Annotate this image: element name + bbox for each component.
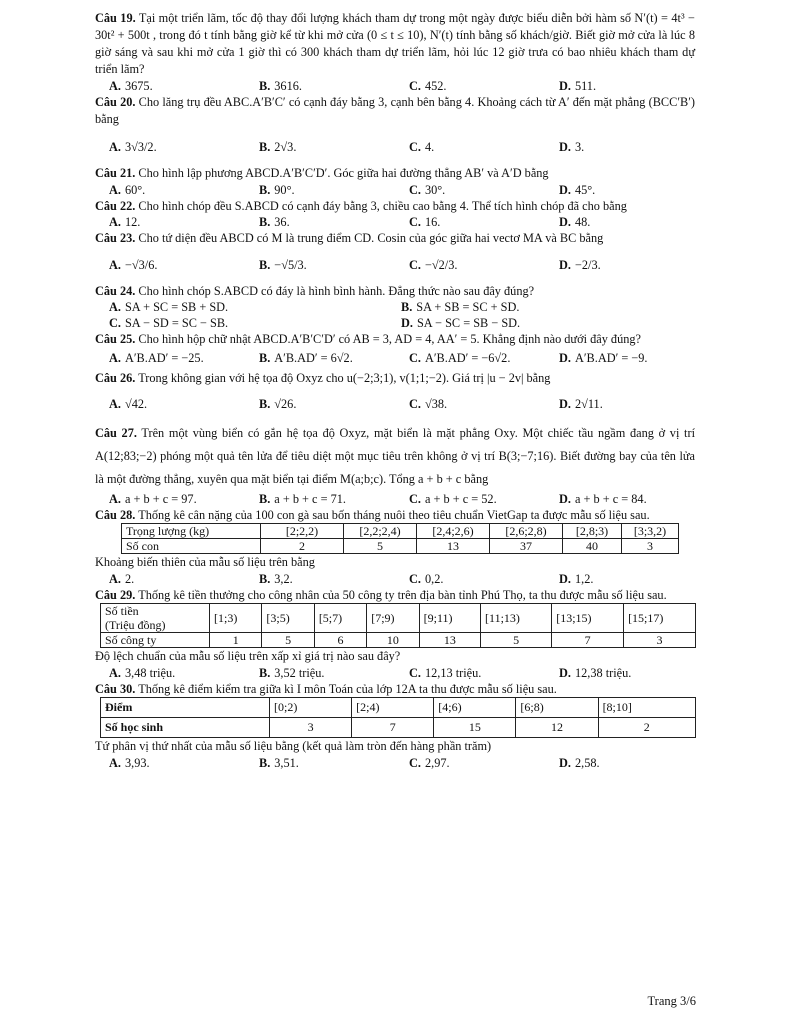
question-24: Câu 24. Cho hình chóp S.ABCD có đáy là hình bình hành. Đẳng thức nào sau đây đúng? xyxy=(95,283,535,298)
question-29: Câu 29. Thống kê tiền thưởng cho công nhân của 50 công ty trên địa bàn tỉnh Phú Thọ, ta thu được mẫu số liệu sau. xyxy=(95,587,667,602)
options-21: A. 60°. B. 90°. C. 30°. D. 45°. xyxy=(109,182,596,197)
question-23: Câu 23. Cho tứ diện đều ABCD có M là trung điểm CD. Cosin của góc giữa hai vectơ MA và BC bằng xyxy=(95,231,604,245)
options-24-row2: C. SA − SD = SC − SB. D. SA − SC = SB − SD. xyxy=(109,316,521,330)
options-23: A. −√3/6. B. −√5/3. C. −√2/3. D. −2/3. xyxy=(109,257,601,272)
options-26: A. √42. B. √26. C. √38. D. 2√11. xyxy=(109,396,603,411)
table-row: Điểm [0;2) [2;4) [4;6) [6;8) [8;10] xyxy=(101,698,696,718)
question-19: Câu 19. Tại một triển lãm, tốc độ thay đổi lượng khách tham dự trong một ngày được biểu diễn bởi hàm số N′(t) = 4t³ − 30t² + 500t , trong đó t tính bằng giờ kể từ khi mở cửa (0 ≤ t ≤ 10), N′(t) tính bằng số khách/giờ. Biết giờ mở cửa là lúc 8 giờ sáng và sau khi mở cửa 1 giờ thì có 300 khách tham dự triển lãm, hỏi lúc 12 giờ trưa có bao nhiêu khách tham dự triển lãm? xyxy=(95,11,695,76)
table-row: Số con 2 5 13 37 40 3 xyxy=(122,539,679,554)
options-29: A. 3,48 triệu. B. 3,52 triệu. C. 12,13 triệu. D. 12,38 triệu. xyxy=(109,665,632,680)
options-27: A. a + b + c = 97. B. a + b + c = 71. C. a + b + c = 52. D. a + b + c = 84. xyxy=(109,491,647,506)
options-20: A. 3√3/2. B. 2√3. C. 4. D. 3. xyxy=(109,140,585,154)
question-30: Câu 30. Thống kê điểm kiểm tra giữa kì I môn Toán của lớp 12A ta thu được mẫu số liệu sau. xyxy=(95,681,557,696)
options-28: A. 2. B. 3,2. C. 0,2. D. 1,2. xyxy=(109,571,594,586)
question-21: Câu 21. Cho hình lập phương ABCD.A′B′C′D′. Góc giữa hai đường thẳng AB′ và A′D bằng xyxy=(95,166,549,180)
table-row: Trọng lượng (kg) [2;2,2) [2,2;2,4) [2,4;2,6) [2,6;2,8) [2,8;3) [3;3,2) xyxy=(122,524,679,539)
options-24-row1: A. SA + SC = SB + SD. B. SA + SB = SC + SD. xyxy=(109,300,520,314)
table-row: Số tiền (Triệu đồng) [1;3) [3;5) [5;7) [7;9) [9;11) [11;13) [13;15) [15;17) xyxy=(101,604,696,633)
options-25: A. A′B.AD′ = −25. B. A′B.AD′ = 6√2. C. A′B.AD′ = −6√2. D. A′B.AD′ = −9. xyxy=(109,350,648,365)
table-28 xyxy=(121,523,679,554)
question-25: Câu 25. Cho hình hộp chữ nhật ABCD.A′B′C′D′ có AB = 3, AD = 4, AA′ = 5. Khẳng định nào dưới đây đúng? xyxy=(95,332,641,346)
question-28: Câu 28. Thống kê cân nặng của 100 con gà sau bốn tháng nuôi theo tiêu chuẩn VietGap ta được mẫu số liệu sau. xyxy=(95,507,650,522)
question-20: Câu 20. Cho lăng trụ đều ABC.A′B′C′ có cạnh đáy bằng 3, cạnh bên bằng 4. Khoảng cách từ A′ đến mặt phẳng (BCC′B′) bằng xyxy=(95,95,695,126)
table-29 xyxy=(100,603,696,648)
page-number: Trang 3/6 xyxy=(647,994,696,1008)
question-22: Câu 22. Cho hình chóp đều S.ABCD có cạnh đáy bằng 3, chiều cao bằng 4. Thể tích hình chóp đã cho bằng xyxy=(95,198,627,213)
table-row: Số học sinh 3 7 15 12 2 xyxy=(101,718,696,738)
question-27: Câu 27. Trên một vùng biển có gắn hệ tọa độ Oxyz, mặt biển là mặt phẳng Oxy. Một chiếc tầu ngầm đang ở vị trí A(12;83;−2) phóng một quả tên lửa để tiêu diệt một mục tiêu trên không ở vị trí B(3;−7;16). Biết đường bay của tên lửa là một đường thẳng, xuyên qua mặt biển tại điểm M(a;b;c). Tổng a + b + c bằng xyxy=(95,425,695,486)
table-30 xyxy=(100,697,696,738)
options-30: A. 3,93. B. 3,51. C. 2,97. D. 2,58. xyxy=(109,755,600,770)
options-22: A. 12. B. 36. C. 16. D. 48. xyxy=(109,215,591,229)
table-row: Số công ty 1 5 6 10 13 5 7 3 xyxy=(101,633,696,648)
question-26: Câu 26. Trong không gian với hệ tọa độ Oxyz cho u(−2;3;1), v(1;1;−2). Giá trị |u − 2v| bằng xyxy=(95,370,551,385)
options-19: A. 3675. B. 3616. C. 452. D. 511. xyxy=(109,79,597,93)
exam-page: Câu 19. Tại một triển lãm, tốc độ thay đổi lượng khách tham dự trong một ngày được biểu diễn bởi hàm số N′(t) = 4t³ − 30t² + 500t , trong đó t tính bằng giờ kể từ khi mở cửa (0 ≤ t ≤ 10), N′(t) tính bằng số khách/giờ. Biết giờ mở cửa là lúc 8 giờ sáng và sau khi mở cửa 1 giờ thì có 300 khách tham dự triển lãm, hỏi lúc 12 giờ trưa có bao nhiêu khách tham dự triển lãm? A. 3675. B. 3616. C. 452. D. 511. Câu 20. Cho lăng trụ đều ABC.A′B′C′ có cạnh đáy bằng 3, cạnh bên bằng 4. Khoảng cách từ A′ đến mặt phẳng (BCC′B′) bằng A. 3√3/2. B. 2√3. C. 4. D. 3. Câu 21. Cho hình lập phương ABCD.A′B′C′D′. Góc giữa hai đường thẳng AB′ và A′D bằng A. 60°. B. 90°. C. 30°. D. 45°. Câu 22. Cho hình chóp đều S.ABCD có cạnh đáy bằng 3, chiều cao bằng 4. Thể tích hình chóp đã cho bằng A. 12. B. 36. C. 16. D. 48. Câu 23. Cho tứ diện đều ABCD có M là trung điểm CD. Cosin của góc giữa hai vectơ MA và BC bằng A. −√3/6. B. −√5/3. C. −√2/3. D. −2/3. Câu 24. Cho hình chóp S.ABCD có đáy là hình bình hành. Đẳng thức nào sau đây đúng? A. SA + SC = SB + SD. B. SA + SB = SC + SD. C. SA − SD = SC − SB. D. SA − SC = SB − SD. Câu 25. Cho hình hộp chữ nhật ABCD.A′B′C′D′ có AB = 3, AD = 4, AA′ = 5. Khẳng định nào dưới đây đúng? A. A′B.AD′ = −25. B. A′B.AD′ = 6√2. C. A′B.AD′ = −6√2. D. A′B.AD′ = −9. Câu 26. Trong không gian với hệ tọa độ Oxyz cho u(−2;3;1), v(1;1;−2). Giá trị |u − 2v| bằng A. √42. B. √26. C. √38. D. 2√11. Câu 27. Trên một vùng biển có gắn hệ tọa độ Oxyz, mặt biển là mặt phẳng Oxy. Một chiếc tầu ngầm đang ở vị trí A(12;83;−2) phóng một quả tên lửa để tiêu diệt một mục tiêu trên không ở vị trí B(3;−7;16). Biết đường bay của tên lửa là một đường thẳng, xuyên qua mặt biển tại điểm M(a;b;c). Tổng a + b + c bằng A. a + b + c = 97. B. a + b + c = 71. C. a + b + c = 52. D. a + b + c = 84. Câu 28. Thống kê cân nặng của 100 con gà sau bốn tháng nuôi theo tiêu chuẩn VietGap ta được mẫu số liệu sau. Trọng lượng (kg) [2;2,2) [2,2;2,4) [2,4;2,6) [2,6;2,8) [2,8;3) [3;3,2) Số con 2 5 13 37 40 3 Khoảng biến thiên của mẫu số liệu trên bằng A. 2. B. 3,2. C. 0,2. D. 1,2. Câu 29. Thống kê tiền thưởng cho công nhân của 50 công ty trên địa bàn tỉnh Phú Thọ, ta thu được mẫu số liệu sau. Số tiền (Triệu đồng) [1;3) [3;5) [5;7) [7;9) [9;11) [11;13) [13;15) [15;17) Số công ty 1 5 6 10 13 5 7 3 Độ lệch chuẩn của mẫu số liệu trên xấp xỉ giá trị nào sau đây? A. 3,48 triệu. B. 3,52 triệu. C. 12,13 triệu. D. 12,38 triệu. Câu 30. Thống kê điểm kiểm tra giữa kì I môn Toán của lớp 12A ta thu được mẫu số liệu sau. Điểm [0;2) [2;4) [4;6) [6;8) [8;10] Số học sinh 3 7 15 12 2 Tứ phân vị thứ nhất của mẫu số liệu bằng (kết quả làm tròn đến hàng phần trăm) A. 3,93. B. 3,51. C. 2,97. D. 2,58. xyxy=(95,11,695,770)
